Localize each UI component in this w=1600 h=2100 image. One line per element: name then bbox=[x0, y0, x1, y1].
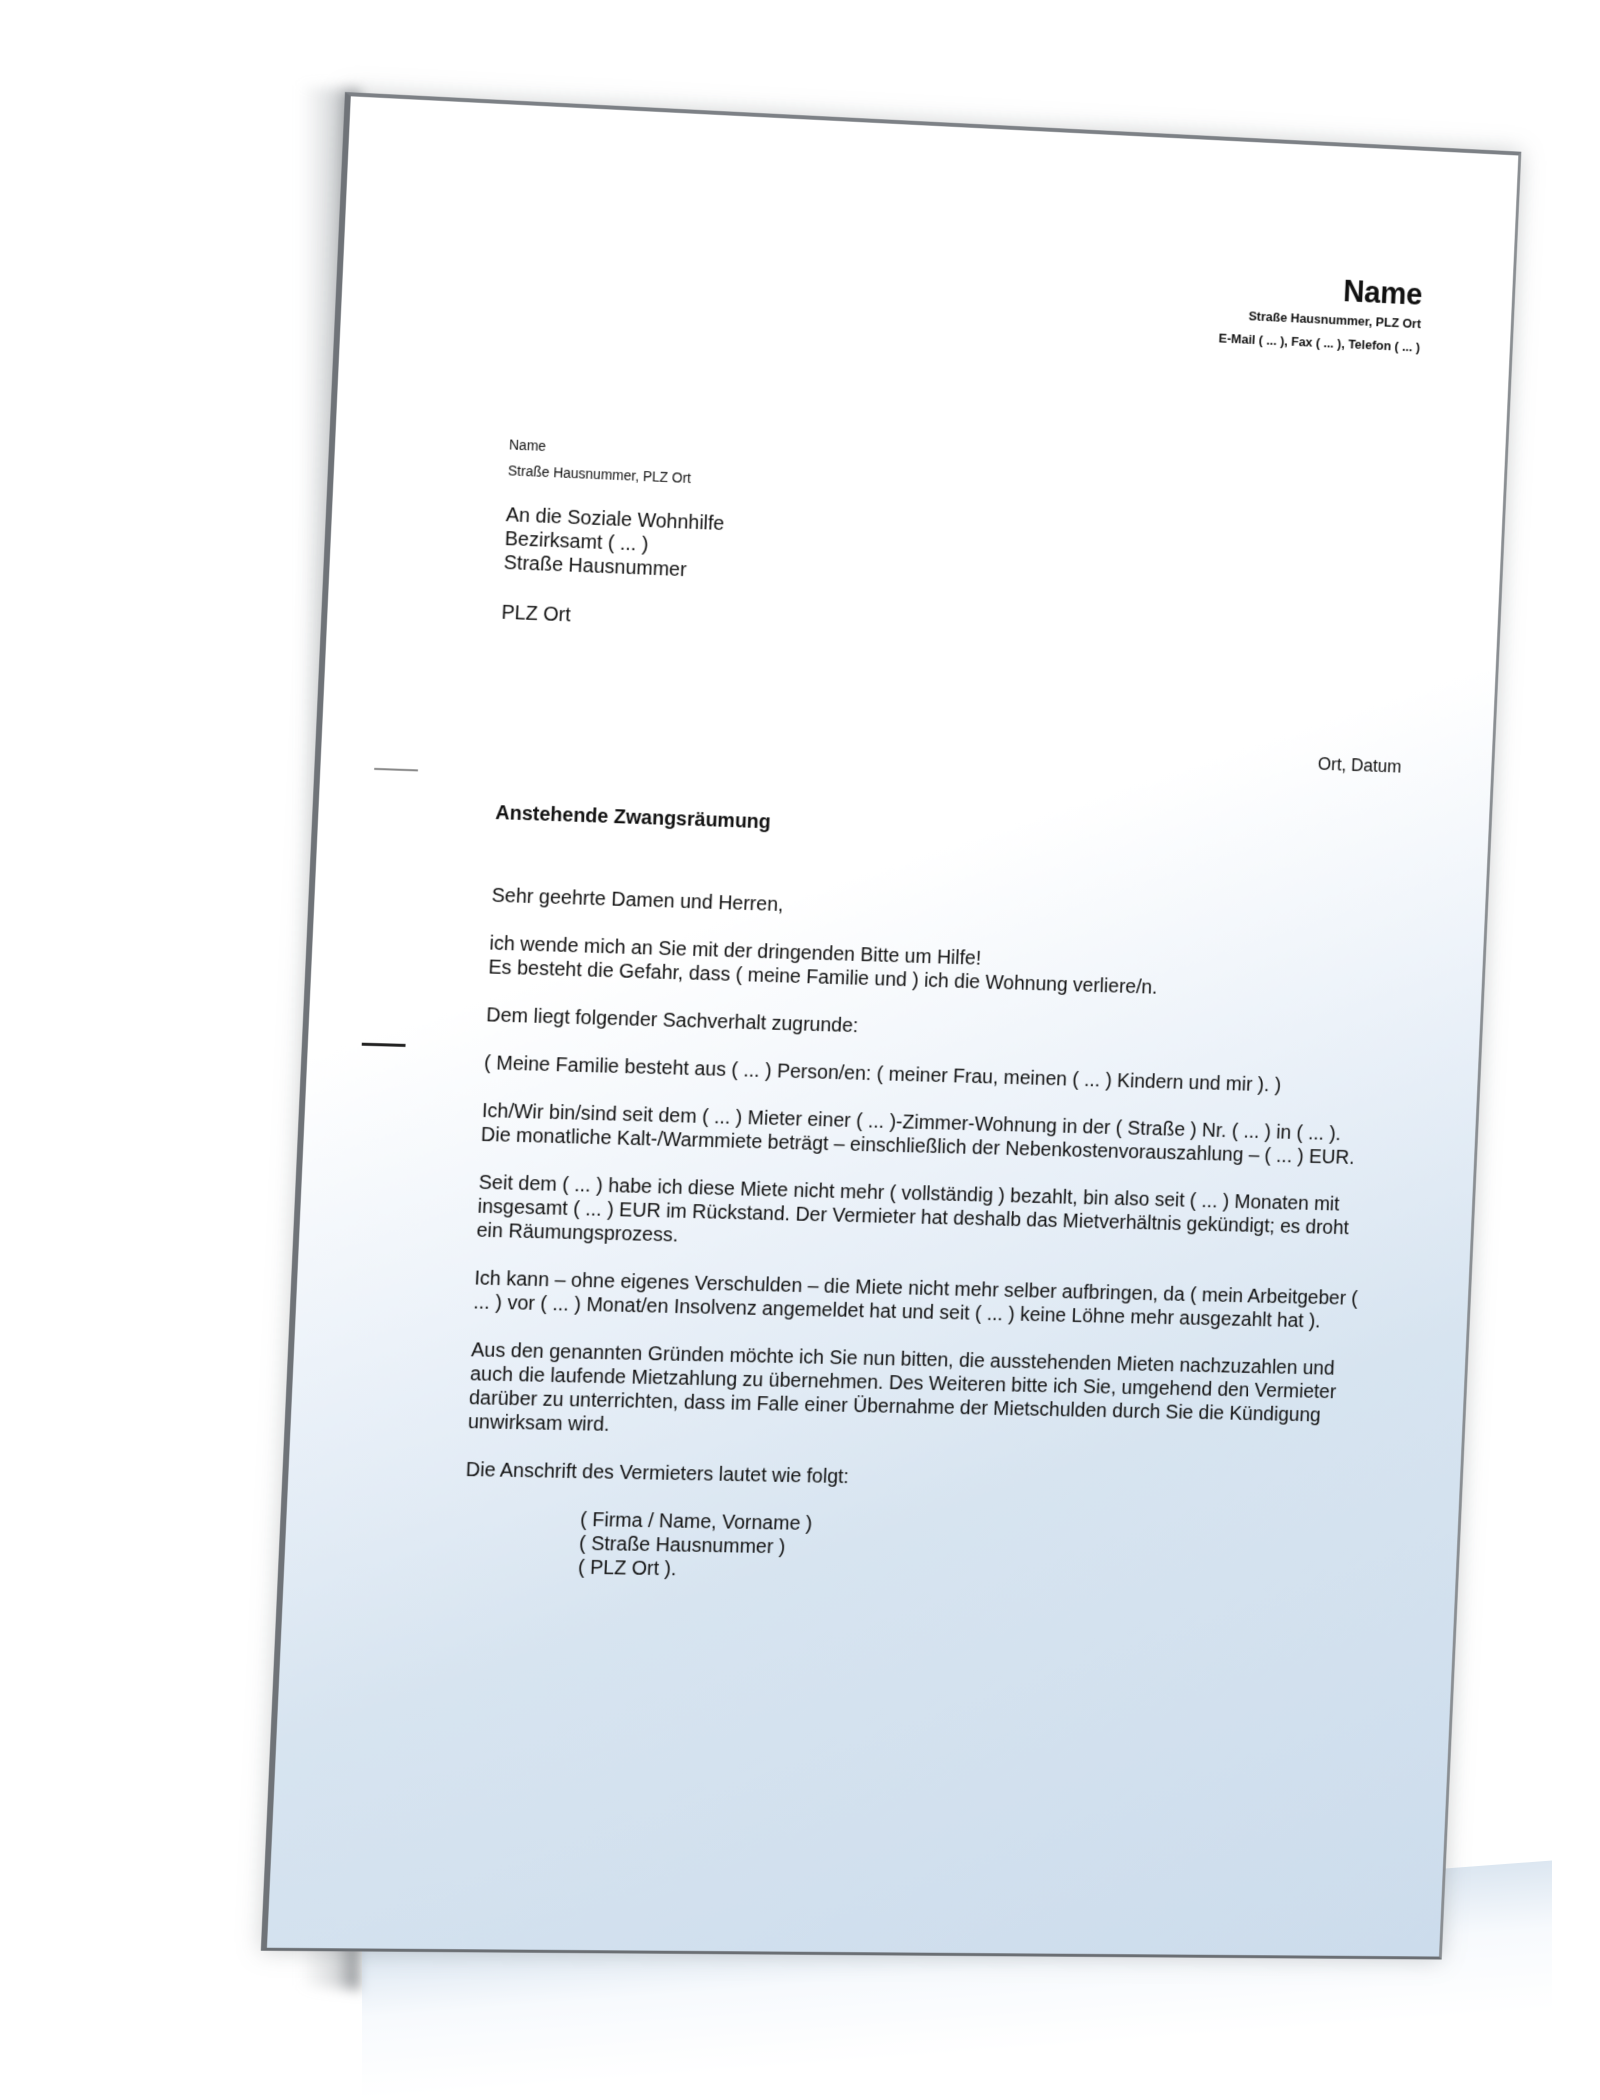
landlord-address-line-3: ( PLZ Ort ). bbox=[577, 1556, 677, 1581]
paragraph-3: ( Meine Familie besteht aus ( ... ) Person/en: ( meiner Frau, meinen ( ... ) Kindern und mir ). ) bbox=[483, 1052, 1282, 1097]
landlord-address bbox=[578, 1508, 1367, 1592]
return-address bbox=[507, 432, 692, 491]
letter-page bbox=[261, 92, 1522, 1960]
recipient-line-2: Bezirksamt ( ... ) bbox=[504, 528, 649, 556]
recipient-line-4: PLZ Ort bbox=[501, 601, 572, 627]
sender-address: Straße Hausnummer, PLZ Ort bbox=[1248, 308, 1422, 332]
punch-mark bbox=[362, 1043, 406, 1047]
paragraph-4: Ich/Wir bin/sind seit dem ( ... ) Mieter einer ( ... )-Zimmer-Wohnung in der ( Straße ) Nr. ( ... ) in ( ... ). Die monatliche Kalt-/Warmmiete beträgt – einschließlich der Nebenkostenvorauszahlung – ( ... ) EUR. bbox=[480, 1100, 1355, 1169]
return-address-line: Straße Hausnummer, PLZ Ort bbox=[507, 462, 692, 486]
sender-letterhead bbox=[1218, 268, 1423, 359]
paragraph-6: Ich kann – ohne eigenes Verschulden – die Miete nicht mehr selber aufbringen, da ( mein Arbeitgeber ( ... ) vor ( ... ) Monat/en Insolvenz angemeldet hat und seit ( ... ) keine Löhne mehr ausgezahlt hat ). bbox=[472, 1267, 1359, 1333]
return-address-name: Name bbox=[508, 436, 547, 454]
sender-contact: E-Mail ( ... ), Fax ( ... ), Telefon ( ... ) bbox=[1218, 330, 1421, 355]
sender-name: Name bbox=[1342, 273, 1424, 312]
letter-body bbox=[461, 884, 1393, 1593]
paragraph-2: Dem liegt folgender Sachverhalt zugrunde: bbox=[485, 1004, 859, 1038]
paragraph-7: Aus den genannten Gründen möchte ich Sie nun bitten, die ausstehenden Mieten nachzuzahlen und auch die laufende Mietzahlung zu übernehmen. Des Weiteren bitte ich Sie, umgehend den Vermieter darüber zu unterrichten, dass im Falle einer Übernahme der Mietschulden durch Sie die Kündigung unwirksam wird. bbox=[467, 1339, 1337, 1436]
recipient-line-1: An die Soziale Wohnhilfe bbox=[505, 504, 725, 536]
letter-subject: Anstehende Zwangsräumung bbox=[494, 802, 772, 834]
paragraph-5: Seit dem ( ... ) habe ich diese Miete nicht mehr ( vollständig ) bezahlt, bin also seit ( ... ) Monaten mit insgesamt ( ... ) EUR im Rückstand. Der Vermieter hat deshalb das Mietverhältnis gekündigt; es droht ein Räumungsprozess. bbox=[476, 1171, 1350, 1247]
landlord-address-line-1: ( Firma / Name, Vorname ) bbox=[579, 1508, 813, 1535]
fold-mark-top bbox=[374, 768, 418, 772]
salutation: Sehr geehrte Damen und Herren, bbox=[491, 884, 784, 916]
paragraph-8: Die Anschrift des Vermieters lautet wie folgt: bbox=[465, 1459, 850, 1489]
place-date: Ort, Datum bbox=[1317, 753, 1402, 777]
landlord-address-line-2: ( Straße Hausnummer ) bbox=[578, 1532, 786, 1559]
recipient-line-3: Straße Hausnummer bbox=[503, 551, 688, 582]
recipient-address bbox=[501, 503, 725, 633]
paragraph-1: ich wende mich an Sie mit der dringenden Bitte um Hilfe! Es besteht die Gefahr, dass ( meine Familie und ) ich die Wohnung verliere/n. bbox=[487, 932, 1158, 999]
